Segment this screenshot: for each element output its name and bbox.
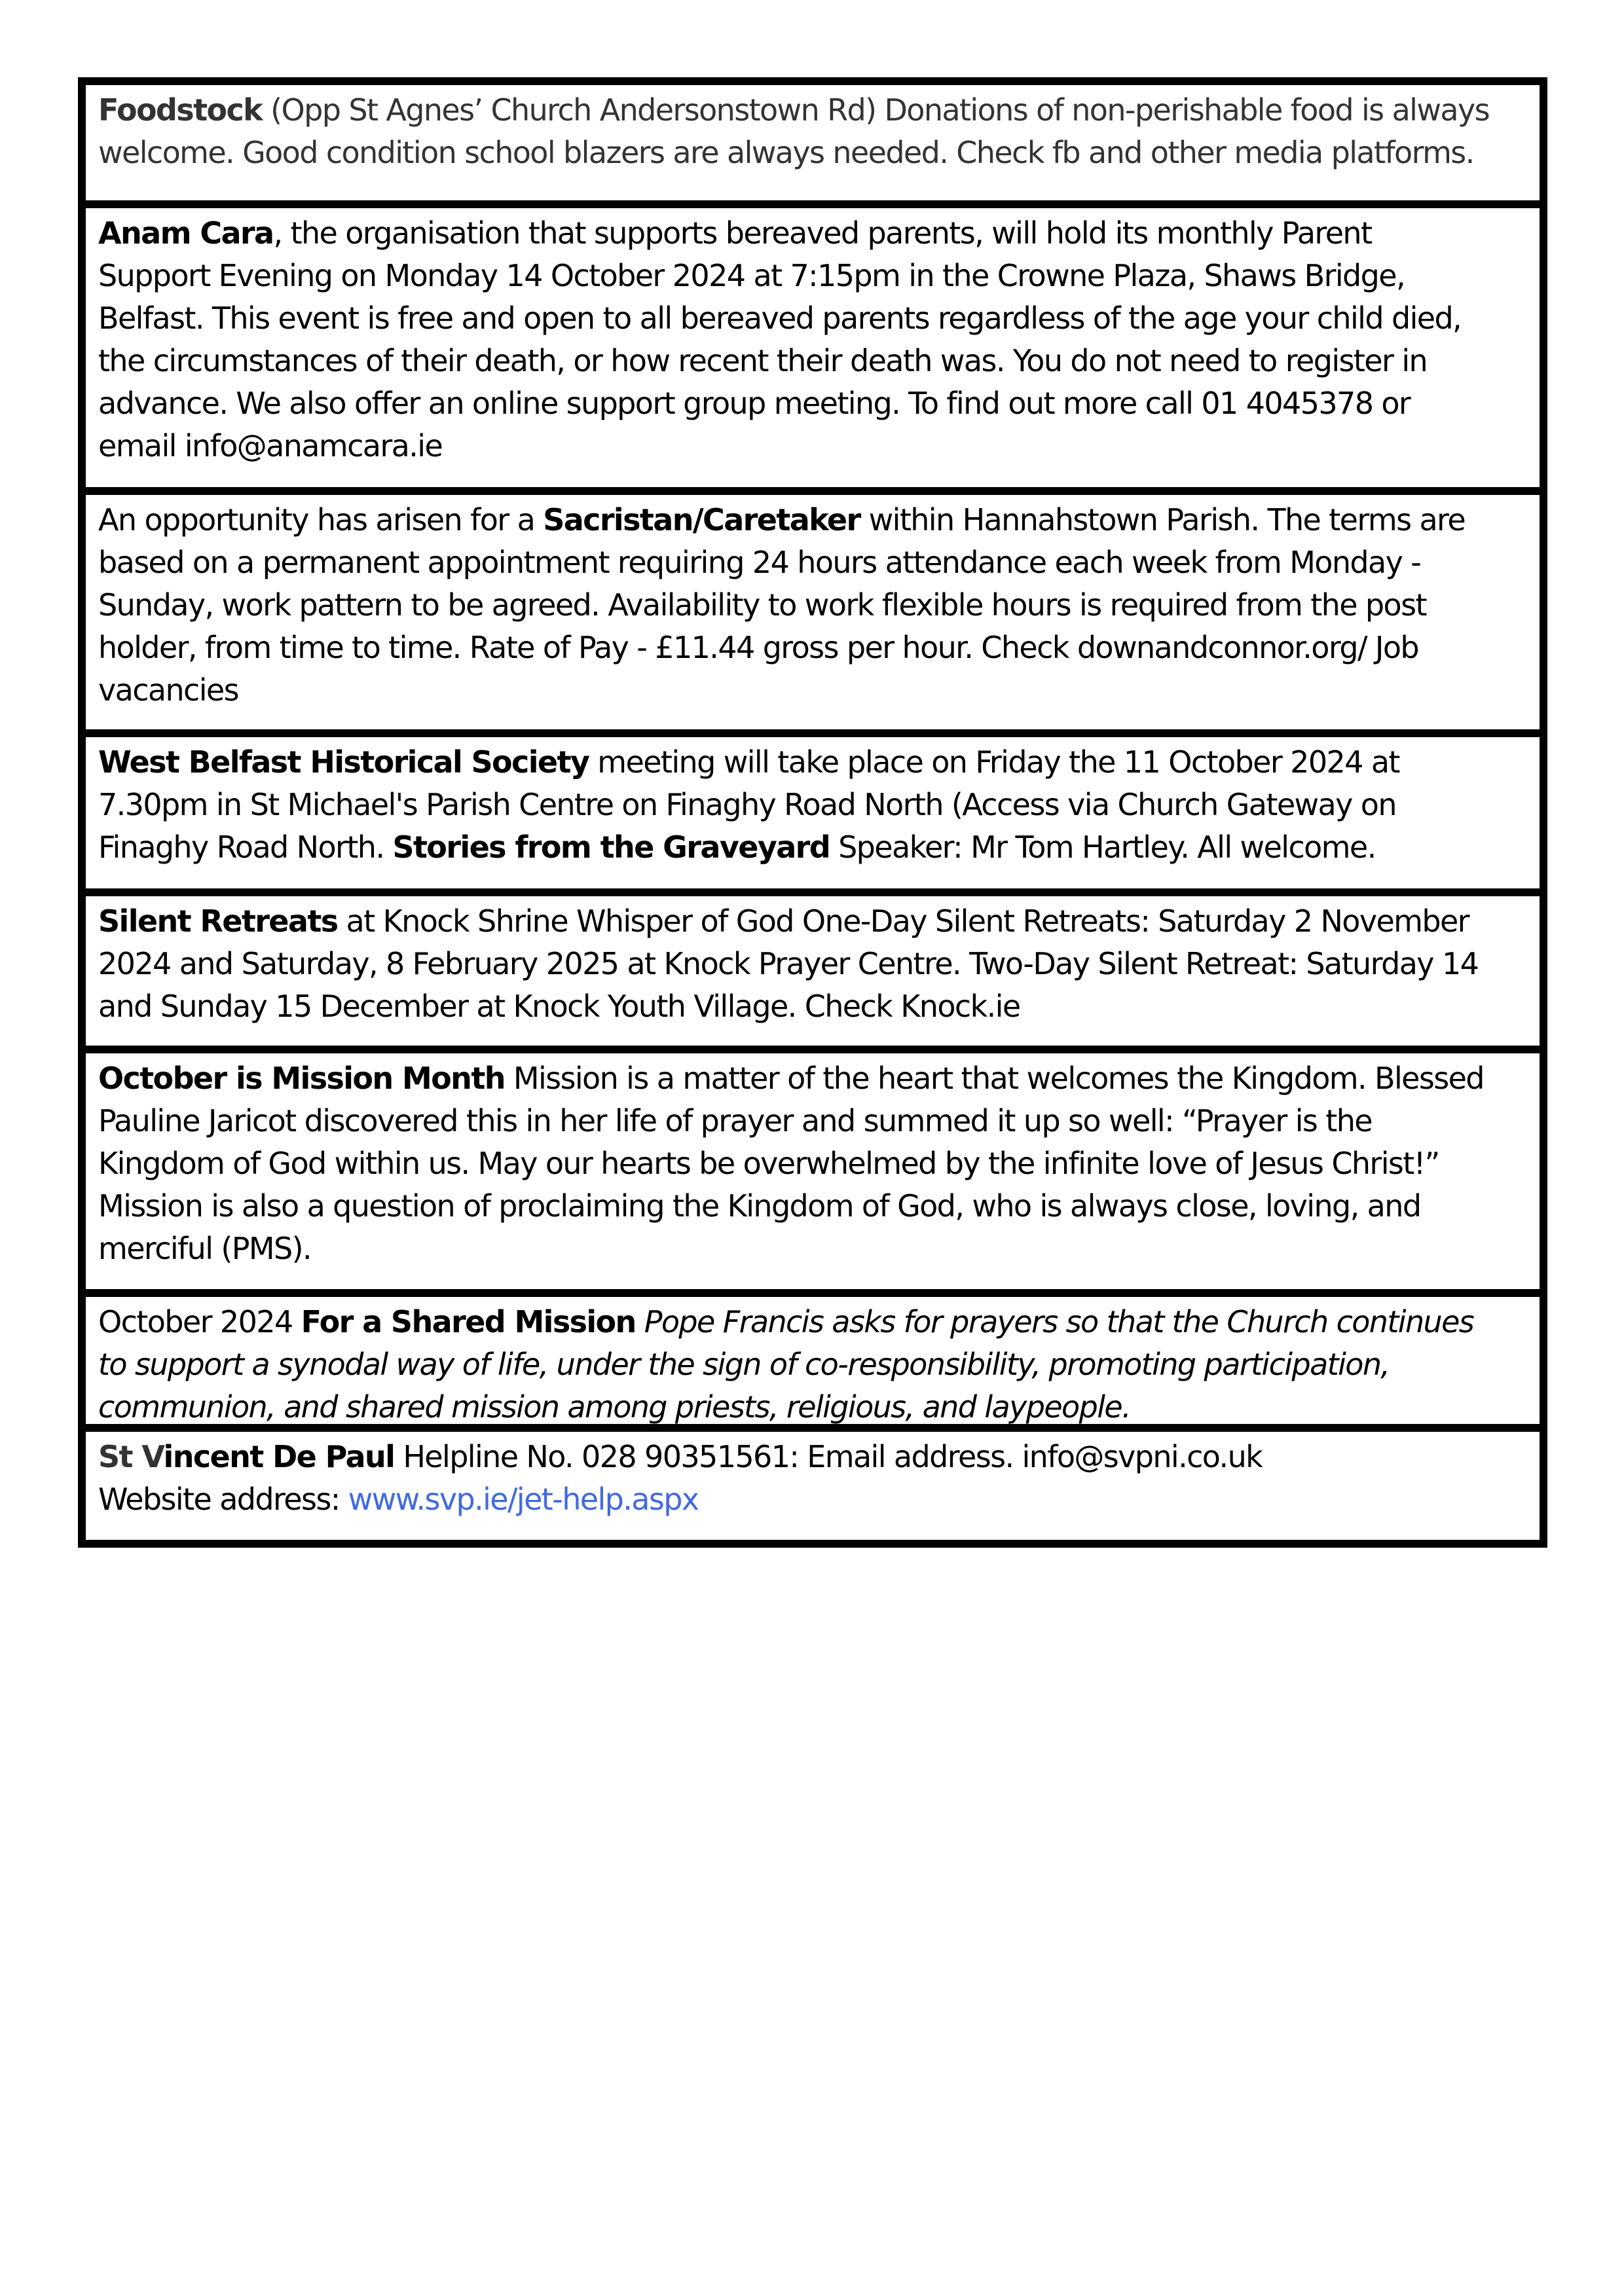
notice-text: Mission is a matter of the heart that welcomes the Kingdom. Blessed (504, 1061, 1484, 1096)
notice-heading-text: For a Shared Mission (301, 1304, 636, 1339)
notice-heading-text: Stories from the Graveyard (392, 829, 830, 865)
website-link[interactable]: www.svp.ie/jet-help.aspx (348, 1482, 699, 1517)
notice-sacristan (86, 487, 1540, 729)
notice-line (98, 541, 1534, 584)
notice-line (98, 382, 1534, 425)
notice-line (98, 1185, 1534, 1228)
notice-line (98, 499, 1534, 541)
notice-line (98, 1478, 1534, 1521)
notice-west-belfast-historical-society (86, 729, 1540, 888)
notice-line (98, 132, 1534, 174)
notice-line (98, 1142, 1534, 1185)
notice-heading-text: Anam Cara (98, 215, 274, 251)
parish-notices-table (78, 77, 1547, 1548)
notice-heading-text: October is Mission Month (98, 1061, 505, 1096)
notice-anam-cara (86, 200, 1540, 487)
notice-line (98, 1100, 1534, 1142)
notice-line (98, 985, 1534, 1028)
notice-foodstock (86, 85, 1540, 200)
notice-mission-month (86, 1046, 1540, 1289)
notice-line (98, 584, 1534, 627)
notice-heading-text: Foodstock (98, 92, 263, 128)
notice-text: email info@anamcara.ie (98, 428, 443, 464)
notice-heading-text: Sacristan/Caretaker (543, 502, 860, 538)
notice-line (98, 255, 1534, 297)
notice-heading-text: Silent Retreats (98, 903, 338, 939)
notice-text: the circumstances of their death, or how recent their death was. You do not need to register in (98, 343, 1428, 378)
notice-line (98, 89, 1534, 132)
notice-text: Mission is also a question of proclaiming the Kingdom of God, who is always close, loving, and (98, 1188, 1421, 1224)
notice-text: and Sunday 15 December at Knock Youth Village. Check Knock.ie (98, 989, 1020, 1024)
notice-silent-retreats (86, 888, 1540, 1046)
notice-text: Pope Francis asks for prayers so that the Church continues (635, 1304, 1474, 1339)
notice-text: 7.30pm in St Michael's Parish Centre on Finaghy Road North (Access via Church Gateway on (98, 787, 1396, 822)
notice-line (98, 784, 1534, 826)
notice-heading-text: St V (98, 1439, 164, 1474)
notice-text: meeting will take place on Friday the 11 October 2024 at (589, 744, 1399, 780)
notice-text: welcome. Good condition school blazers are always needed. Check fb and other media platforms. (98, 135, 1474, 170)
notice-line (98, 1386, 1534, 1424)
notice-shared-mission (86, 1289, 1540, 1424)
notice-text: at Knock Shrine Whisper of God One-Day Silent Retreats: Saturday 2 November (337, 903, 1469, 939)
notice-text: 2024 and Saturday, 8 February 2025 at Knock Prayer Centre. Two-Day Silent Retreat: Saturday 14 (98, 946, 1479, 981)
notice-line (98, 297, 1534, 340)
notice-line (98, 669, 1534, 712)
notice-line (98, 1301, 1534, 1343)
notice-text: merciful (PMS). (98, 1231, 311, 1266)
notice-text: October 2024 (98, 1304, 301, 1339)
notice-line (98, 1343, 1534, 1386)
notice-text: within Hannahstown Parish. The terms are (860, 502, 1466, 538)
notice-text: Sunday, work pattern to be agreed. Availability to work flexible hours is required from the post (98, 587, 1426, 623)
notice-text: , the organisation that supports bereaved parents, will hold its monthly Parent (273, 215, 1372, 251)
notice-text: Helpline No. 028 90351561: Email address. info@svpni.co.uk (394, 1439, 1263, 1474)
notice-line (98, 943, 1534, 985)
notice-text: Speaker: Mr Tom Hartley. All welcome. (830, 829, 1376, 865)
notice-text: Support Evening on Monday 14 October 2024 at 7:15pm in the Crowne Plaza, Shaws Bridge, (98, 258, 1405, 293)
notice-line (98, 1228, 1534, 1270)
notice-text: advance. We also offer an online support group meeting. To find out more call 01 4045378 or (98, 386, 1411, 421)
notice-text: Website address: (98, 1482, 348, 1517)
notice-text: Finaghy Road North. (98, 829, 393, 865)
notice-line (98, 1057, 1534, 1100)
notice-text: holder, from time to time. Rate of Pay - £11.44 gross per hour. Check downandconnor.org/ Job (98, 630, 1418, 665)
notice-heading-text: incent De Paul (163, 1439, 395, 1474)
notice-line (98, 340, 1534, 382)
notice-text: communion, and shared mission among priests, religious, and laypeople. (98, 1389, 1131, 1424)
notice-line (98, 1436, 1534, 1478)
notice-st-vincent-de-paul (86, 1424, 1540, 1540)
notice-heading-text: West Belfast Historical Society (98, 744, 589, 780)
notice-text: Kingdom of God within us. May our hearts be overwhelmed by the infinite love of Jesus Christ!” (98, 1146, 1439, 1181)
notice-text: Belfast. This event is free and open to all bereaved parents regardless of the age your child died, (98, 301, 1462, 336)
notice-text: vacancies (98, 672, 238, 708)
notice-text: (Opp St Agnes’ Church Andersonstown Rd) Donations of non-perishable food is always (262, 92, 1489, 128)
notice-line (98, 741, 1534, 784)
notice-line (98, 212, 1534, 255)
notice-text: based on a permanent appointment requiring 24 hours attendance each week from Monday - (98, 545, 1421, 580)
notice-line (98, 627, 1534, 669)
notice-text: to support a synodal way of life, under the sign of co-responsibility, promoting participation, (98, 1347, 1390, 1382)
notice-text: Pauline Jaricot discovered this in her life of prayer and summed it up so well: “Prayer is the (98, 1103, 1372, 1139)
notice-text: An opportunity has arisen for a (98, 502, 544, 538)
notice-line (98, 826, 1534, 869)
notice-line (98, 425, 1534, 467)
notice-line (98, 900, 1534, 943)
